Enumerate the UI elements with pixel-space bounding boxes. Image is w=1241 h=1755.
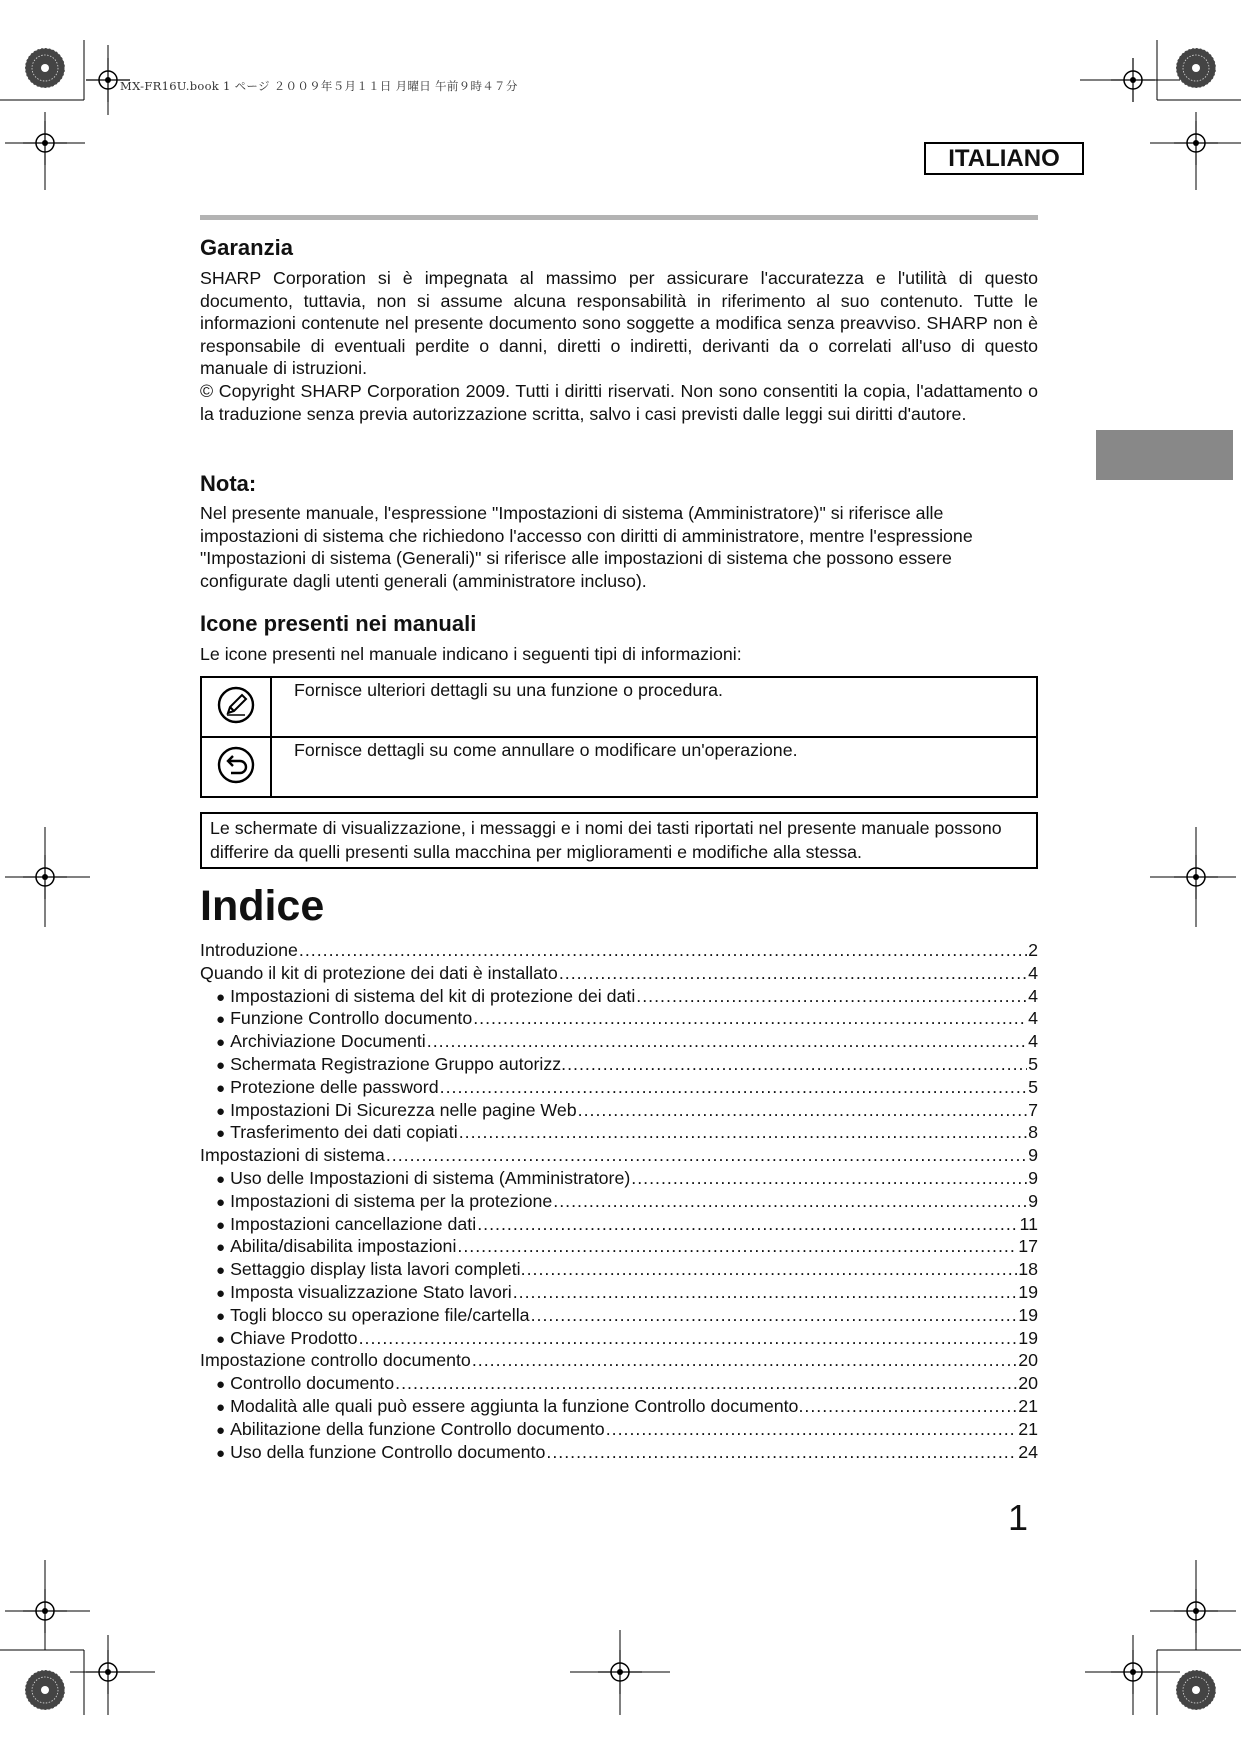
toc-page: 4 [1028,1008,1038,1029]
toc-entry[interactable] [200,1328,1038,1351]
icons-table-row [201,677,1037,737]
toc-page: 4 [1028,1031,1038,1052]
side-mark-right [1150,827,1236,927]
toc-label: Impostazioni di sistema [200,1145,385,1166]
corner-mark-top-right [1080,40,1241,190]
toc-page: 19 [1018,1304,1038,1325]
bullet-icon: ● [216,1307,226,1325]
nota-heading: Nota: [200,471,257,496]
toc-page: 21 [1018,1418,1038,1439]
toc-page: 9 [1028,1145,1038,1166]
toc-entry[interactable] [200,1305,1038,1328]
bullet-icon: ● [216,1011,226,1029]
bullet-icon: ● [216,1284,226,1302]
toc-page: 4 [1028,962,1038,983]
toc-entry[interactable] [200,963,1038,986]
toc-label: Impostazioni Di Sicurezza nelle pagine Web [230,1099,577,1120]
icone-intro: Le icone presenti nel manuale indicano i seguenti tipi di informazioni: [200,644,742,664]
toc-entry[interactable] [200,1214,1038,1237]
side-mark-left [5,827,90,927]
garanzia-body: SHARP Corporation si è impegnata al massimo per assicurare l'accuratezza e l'utilità di questo documento, tuttavia, non si assume alcuna responsabilità in riferimento al suo contenuto. Tutte le informazioni contenute nel presente documento sono soggette a modifica senza preavviso. SHARP non è responsabile di eventuali perdite o danni, diretti o indiretti, derivanti da o correlati all'uso di questo manuale di istruzioni. [200,268,1038,379]
toc-entry[interactable] [200,1396,1038,1419]
bullet-icon: ● [216,1262,226,1280]
toc-entry[interactable] [200,986,1038,1009]
toc-page: 7 [1028,1099,1038,1120]
page-number: 1 [1008,1497,1029,1538]
toc-label: Archiviazione Documenti [230,1031,426,1052]
toc-entry[interactable] [200,1145,1038,1168]
toc-page: 24 [1018,1441,1038,1462]
bullet-icon: ● [216,1444,226,1462]
toc-entry[interactable] [200,940,1038,963]
toc-entry[interactable] [200,1419,1038,1442]
toc-page: 5 [1028,1076,1038,1097]
toc-label: Introduzione [200,940,298,960]
bullet-icon: ● [216,1421,226,1439]
bullet-icon: ● [216,1376,226,1394]
corner-mark-top-left [0,40,130,190]
bullet-icon: ● [216,1216,226,1234]
toc-page: 9 [1028,1190,1038,1211]
toc-label: Impostazione controllo documento [200,1350,471,1371]
garanzia-heading: Garanzia [200,235,293,260]
icons-table [200,676,1038,798]
toc-page: 19 [1018,1327,1038,1348]
toc-label: Uso della funzione Controllo documento [230,1441,546,1462]
bullet-icon: ● [216,1193,226,1211]
toc-label: Modalità alle quali può essere aggiunta la funzione Controllo documento. [230,1395,804,1416]
toc-entry[interactable] [200,1077,1038,1100]
toc-page: 8 [1028,1122,1038,1143]
toc-entry[interactable] [200,1259,1038,1282]
toc-page: 11 [1019,1213,1038,1234]
print-header: MX-FR16U.book 1 ページ ２００９年５月１１日 月曜日 午前９時４７分 [120,79,518,93]
notice-box: Le schermate di visualizzazione, i messaggi e i nomi dei tasti riportati nel presente manuale possono differire da quelli presenti sulla macchina per miglioramenti e modifiche alla stessa. [200,812,1038,869]
toc-page: 19 [1018,1281,1038,1302]
toc-page: 18 [1018,1259,1038,1280]
toc-label: Imposta visualizzazione Stato lavori [230,1281,512,1302]
language-tab: ITALIANO [924,142,1084,175]
toc-label: Funzione Controllo documento [230,1008,473,1029]
table-of-contents [200,940,1038,1464]
toc-label: Schermata Registrazione Gruppo autorizz. [230,1053,567,1074]
toc-page: 4 [1028,985,1038,1006]
toc-entry[interactable] [200,1100,1038,1123]
toc-label: Settaggio display lista lavori completi. [230,1259,526,1280]
toc-entry[interactable] [200,1031,1038,1054]
bullet-icon: ● [216,1239,226,1257]
icons-table-row [201,737,1037,797]
bullet-icon: ● [216,988,226,1006]
toc-page: 17 [1018,1236,1038,1257]
toc-page: 5 [1028,1053,1038,1074]
bullet-icon: ● [216,1102,226,1120]
toc-page: 21 [1018,1395,1038,1416]
toc-label: Quando il kit di protezione dei dati è installato [200,962,558,983]
bottom-center-mark [570,1630,670,1715]
undo-arrow-icon [216,745,256,785]
toc-label: Controllo documento [230,1373,395,1394]
toc-entry[interactable] [200,1008,1038,1031]
bullet-icon: ● [216,1398,226,1416]
toc-label: Abilitazione della funzione Controllo documento [230,1418,605,1439]
toc-page: 9 [1028,1167,1038,1188]
bullet-icon: ● [216,1330,226,1348]
bullet-icon: ● [216,1056,226,1074]
corner-mark-bottom-right [1085,1560,1241,1715]
toc-label: Togli blocco su operazione file/cartella [230,1304,530,1325]
bullet-icon: ● [216,1125,226,1143]
pencil-note-icon [216,685,256,725]
toc-label: Impostazioni di sistema per la protezione [230,1190,553,1211]
toc-entry[interactable] [200,1236,1038,1259]
bullet-icon: ● [216,1170,226,1188]
garanzia-copyright: © Copyright SHARP Corporation 2009. Tutti i diritti riservati. Non sono consentiti la copia, l'adattamento o la traduzione senza previa autorizzazione scritta, salvo i casi previsti dalle leggi sui diritti d'autore. [200,380,1038,424]
toc-entry[interactable] [200,1282,1038,1305]
toc-entry[interactable] [200,1191,1038,1214]
toc-label: Uso delle Impostazioni di sistema (Amministratore) [230,1167,631,1188]
toc-entry[interactable] [200,1054,1038,1077]
section-side-tab [1096,430,1233,480]
toc-label: Abilita/disabilita impostazioni [230,1236,457,1257]
toc-entry[interactable] [200,1168,1038,1191]
header-divider [200,215,1038,220]
corner-mark-bottom-left [0,1560,155,1715]
toc-page: 2 [1028,940,1038,960]
toc-entry[interactable] [200,1373,1038,1396]
toc-label: Trasferimento dei dati copiati [230,1122,458,1143]
garanzia-text [200,267,1038,425]
icone-heading: Icone presenti nei manuali [200,611,477,636]
toc-page: 20 [1018,1373,1038,1394]
nota-text: Nel presente manuale, l'espressione "Impostazioni di sistema (Amministratore)" si riferisce alle impostazioni di sistema che richiedono l'accesso con diritti di amministratore, mentre l'espressione "Impostazioni di sistema (Generali)" si riferisce alle impostazioni di sistema che possono essere configurate dagli utenti generali (amministratore incluso). [200,503,973,591]
bullet-icon: ● [216,1034,226,1052]
toc-label: Protezione delle password [230,1076,439,1097]
toc-entry[interactable] [200,1350,1038,1373]
toc-label: Impostazioni di sistema del kit di protezione dei dati [230,985,636,1006]
toc-label: Chiave Prodotto [230,1327,358,1348]
bullet-icon: ● [216,1079,226,1097]
toc-page: 20 [1018,1350,1038,1371]
toc-label: Impostazioni cancellazione dati [230,1213,477,1234]
icon-description: Fornisce ulteriori dettagli su una funzione o procedura. [271,677,1037,737]
icon-description: Fornisce dettagli su come annullare o modificare un'operazione. [271,737,1037,797]
toc-entry[interactable] [200,1442,1038,1465]
toc-entry[interactable] [200,1122,1038,1145]
indice-title: Indice [200,882,325,930]
